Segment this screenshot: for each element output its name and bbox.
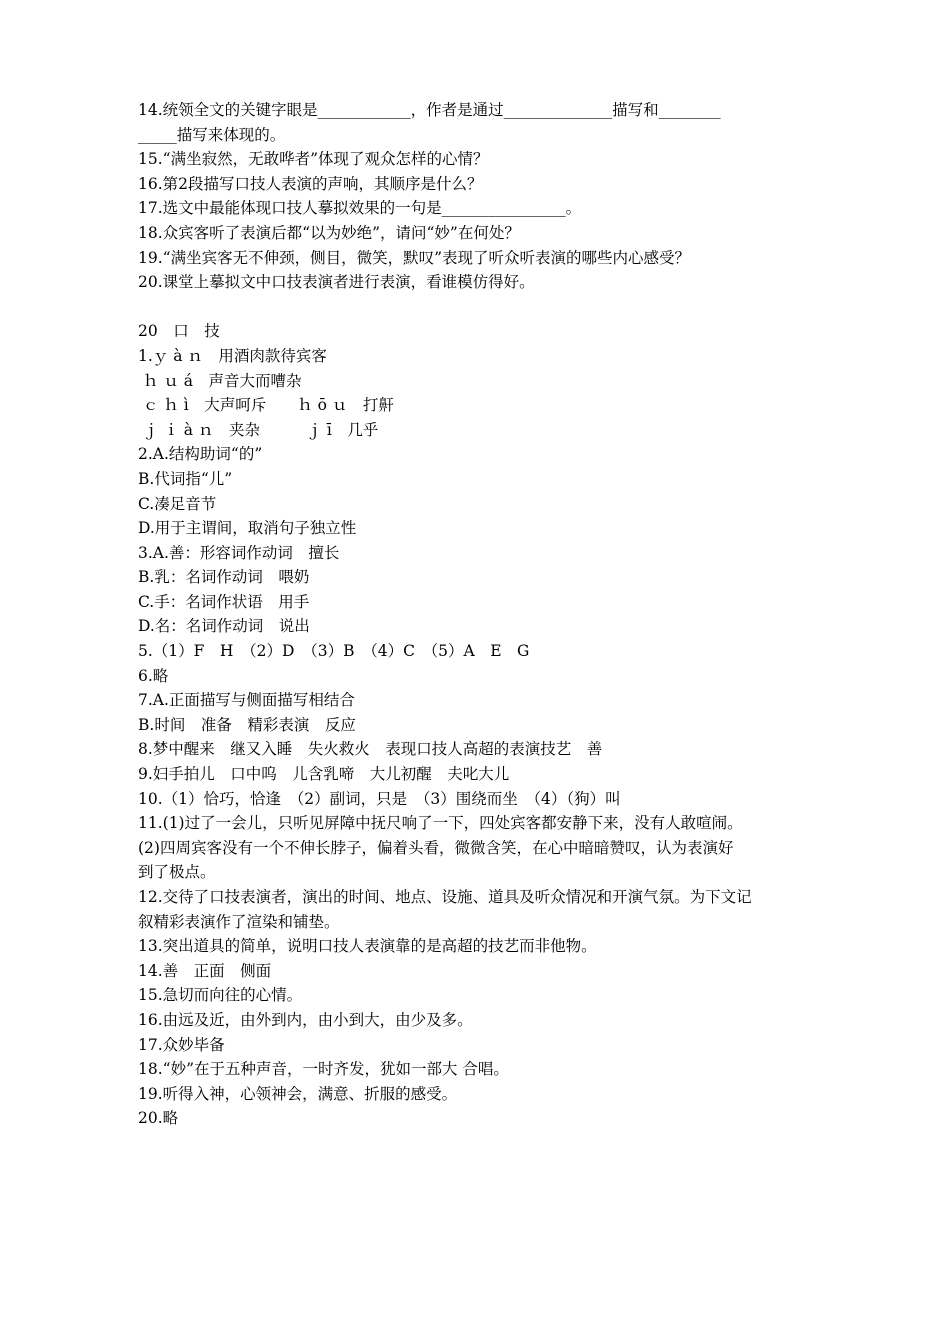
answer-line: 13.突出道具的简单，说明口技人表演靠的是高超的技艺而非他物。 — [138, 937, 597, 956]
question-line: 17.选文中最能体现口技人摹拟效果的一句是________________。 — [138, 199, 582, 218]
answer-line: ｈ ｕ á 声音大而嘈杂 — [138, 371, 302, 390]
answer-line: 叙精彩表演作了渲染和铺垫。 — [138, 912, 340, 931]
answer-line: 17.众妙毕备 — [138, 1035, 225, 1054]
document-page — [138, 98, 862, 1131]
answer-line: ｃ ｈ ì 大声呵斥 ｈ ō ｕ 打鼾 — [138, 396, 394, 415]
question-line: 16.第2段描写口技人表演的声响，其顺序是什么？ — [138, 174, 483, 193]
answers-section — [138, 319, 862, 1131]
answer-line: (2)四周宾客没有一个不伸长脖子，偏着头看，微微含笑，在心中暗暗赞叹，认为表演好 — [138, 838, 734, 857]
answer-line: 20.略 — [138, 1109, 179, 1128]
answer-line: D.名：名词作动词 说出 — [138, 617, 310, 636]
question-line: 19.“满坐宾客无不伸颈，侧目，微笑，默叹”表现了听众听表演的哪些内心感受？ — [138, 248, 691, 267]
answer-line: 12.交待了口技表演者，演出的时间、地点、设施、道具及听众情况和开演气氛。为下文记 — [138, 888, 752, 906]
answer-line: 3.A.善：形容词作动词 擅长 — [138, 543, 340, 562]
answer-line: 7.A.正面描写与侧面描写相结合 — [138, 691, 355, 710]
answer-line: B.时间 准备 精彩表演 反应 — [138, 715, 356, 734]
answer-line: 6.略 — [138, 666, 169, 685]
question-line: 15.“满坐寂然，无敢哗者”体现了观众怎样的心情？ — [138, 150, 489, 169]
answer-line: B.代词指“儿” — [138, 469, 233, 488]
answers-title: 20 口 技 — [138, 322, 220, 341]
answer-line: 8.梦中醒来 继又入睡 失火救火 表现口技人高超的表演技艺 善 — [138, 740, 603, 759]
answer-line: 16.由远及近，由外到内，由小到大，由少及多。 — [138, 1010, 473, 1029]
answer-line: 2.A.结构助词“的” — [138, 445, 263, 464]
answer-line: 1.ｙ à ｎ 用酒肉款待宾客 — [138, 346, 327, 365]
answer-line: 9.妇手拍儿 口中呜 儿含乳啼 大儿初醒 夫叱大儿 — [138, 765, 510, 784]
answer-line: ｊ ｉ à ｎ 夹杂 ｊ ī 几乎 — [138, 420, 379, 439]
section-gap — [138, 295, 862, 320]
answer-line: 到了极点。 — [138, 863, 216, 882]
answer-line: C.手：名词作状语 用手 — [138, 592, 310, 611]
question-line: 14.统领全文的关键字眼是____________，作者是通过______________描写和________ — [138, 101, 721, 119]
questions-section — [138, 98, 862, 295]
answer-line: C.凑足音节 — [138, 494, 217, 513]
answer-line: 11.(1)过了一会儿，只听见屏障中抚尺响了一下，四处宾客都安静下来，没有人敢喧闹。 — [138, 814, 743, 833]
answer-line: 14.善 正面 侧面 — [138, 961, 272, 980]
answer-line: 10.（1）恰巧，恰逢 （2）副词，只是 （3）围绕而坐 （4）（狗）叫 — [138, 789, 621, 808]
answer-line: 19.听得入神，心领神会，满意、折服的感受。 — [138, 1084, 458, 1103]
answer-line: D.用于主谓间，取消句子独立性 — [138, 519, 357, 538]
answer-line: 15.急切而向往的心情。 — [138, 986, 303, 1005]
question-line: 18.众宾客听了表演后都“以为妙绝”，请问“妙”在何处？ — [138, 223, 520, 242]
answer-line: 18.“妙”在于五种声音，一时齐发，犹如一部大 合唱。 — [138, 1060, 509, 1079]
question-line: _____描写来体现的。 — [138, 125, 286, 144]
answer-line: B.乳：名词作动词 喂奶 — [138, 568, 310, 587]
question-line: 20.课堂上摹拟文中口技表演者进行表演，看谁模仿得好。 — [138, 273, 535, 292]
answer-line: 5.（1）F H （2）D （3）B （4）C （5）A E G — [138, 642, 530, 661]
